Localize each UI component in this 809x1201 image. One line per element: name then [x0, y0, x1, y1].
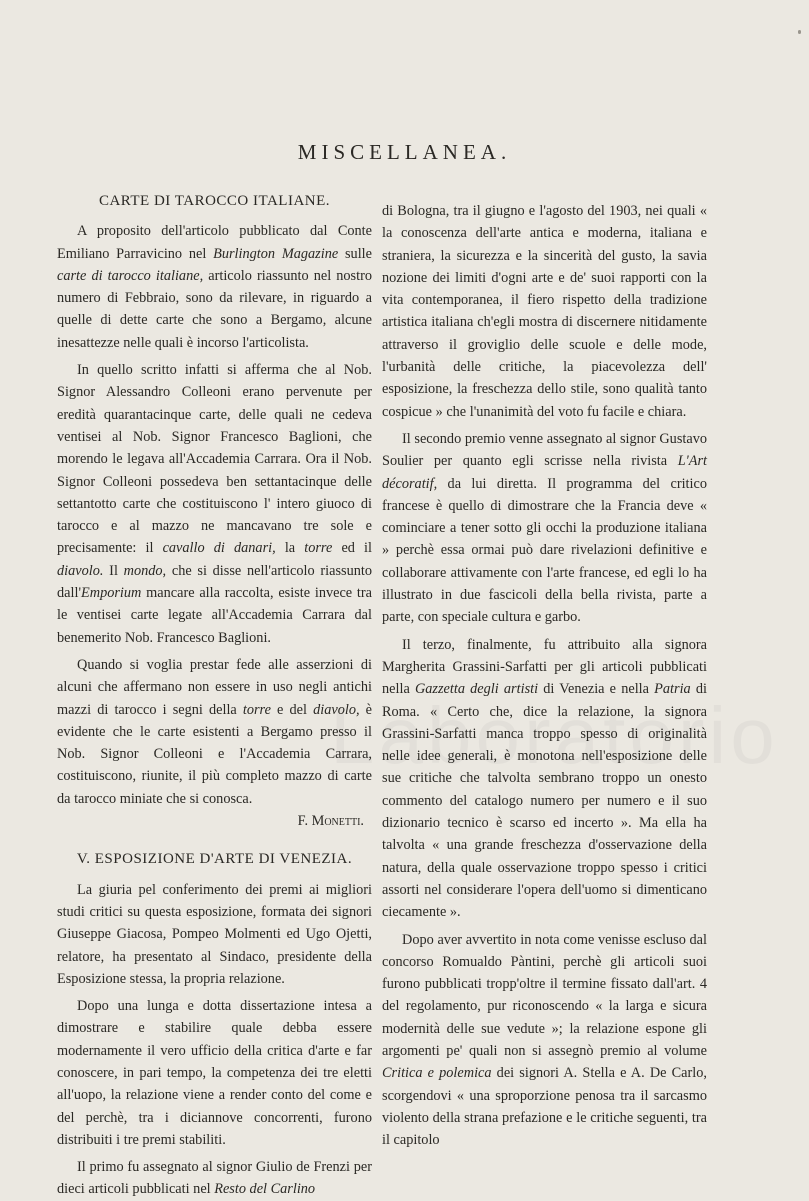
page-title: MISCELLANEA.	[297, 140, 512, 164]
paper-spot	[798, 30, 801, 34]
paragraph: Il primo fu assegnato al signor Giulio de Frenzi per dieci articoli pubblicati nel Resto del Carlino	[57, 1159, 372, 1198]
section-heading-esposizione: V. ESPOSIZIONE D'ARTE DI VENEZIA.	[76, 851, 353, 868]
paragraph: Dopo una lunga e dotta dissertazione intesa a dimostrare e stabilire quale debba essere modernamente il vero ufficio della critica d'arte e far conoscere, in pari tempo, la competenza dei tre eletti all'uopo, la relazione viene a render conto del come e del perchè, tra i diciannove concorrenti, furono distribuiti i tre premi stabiliti.	[57, 998, 372, 1148]
paragraph: Quando si voglia prestar fede alle asserzioni di alcuni che affermano non essere in uso negli antichi mazzi di tarocco i segni della torre e del diavolo, è evidente che le carte esistenti a Bergamo presso il Nob. Signor Colleoni e l'Accademia Carrara, costituiscono, riunite, il più completo mazzo di carte da tarocco miniate che si conosca.	[57, 656, 372, 807]
paragraph: A proposito dell'articolo pubblicato dal Conte Emiliano Parravicino nel Burlington Magazine sulle carte di tarocco italiane, articolo riassunto nel nostro numero di Febbraio, sono da rilevare, in riguardo a quelle di dette carte che sono a Bergamo, alcune inesattezze nelle quali è incorso l'articolista.	[57, 223, 372, 351]
section-heading-tarocco: CARTE DI TAROCCO ITALIANE.	[98, 193, 331, 209]
paragraph: Dopo aver avvertito in nota come venisse escluso dal concorso Romualdo Pàntini, perchè gli articoli suoi furono pubblicati tropp'oltre il termine fissato dall'art. 4 del regolamento, pur riconoscendo « la larga e sicura modernità delle sue vedute »; la relazione espone gli argomenti pe' quali non si assegnò premio al volume Critica e polemica dei signori A. Stella e A. De Carlo, scorgendovi « una sproporzione penosa tra il sarcasmo violento della strana prefazione e le critiche seguenti, tra il capitolo	[382, 931, 707, 1149]
paragraph: di Bologna, tra il giugno e l'agosto del 1903, nei quali « la conoscenza dell'arte antica e moderna, italiana e straniera, la sicurezza e la sincerità del gusto, la savia nozione dei limiti d'ogni arte e de' suoi rapporti con la vita contemporanea, il fiero rispetto della tradizione artistica italiana ch'egli mostra di discernere nitidamente attraverso il groviglio delle scuole e delle mode, l'urbanità delle critiche, la piacevolezza dell' esposizione, la freschezza dello stile, sono qualità tanto cospicue » che l'unanimità del voto fu facile e chiara.	[382, 203, 707, 420]
paragraph: La giuria pel conferimento dei premi ai migliori studi critici su questa esposizione, formata dei signori Giuseppe Giacosa, Pompeo Molmenti ed Ugo Ojetti, relatore, ha presentato al Sindaco, presidente della Esposizione stessa, la propria relazione.	[57, 881, 372, 987]
author-signature: F. Monetti.	[297, 813, 364, 830]
paragraph: Il terzo, finalmente, fu attribuito alla signora Margherita Grassini-Sarfatti per gli articoli pubblicati nella Gazzetta degli artisti di Venezia e nella Patria di Roma. « Certo che, dice la relazione, la signora Grassini-Sarfatti manca troppo spesso di originalità nelle idee generali, è monotona nell'esposizione delle sue critiche che talvolta sembrano troppo un onesto commento del catalogo numero per numero e il suo dizionario tecnico è scarso ed incerto ». Ma ella ha talvolta « una grande freschezza d'osservazione della natura, della quale osservazione troppo spesso i critici assorti nel considerare l'opera dell'uomo si dimenticano ciecamente ».	[382, 636, 707, 921]
paragraph: Il secondo premio venne assegnato al signor Gustavo Soulier per quanto egli scrisse nella rivista L'Art décoratif, da lui diretta. Il programma del critico francese è quello di dimostrare che la Francia deve « cominciare a tener sotto gli occhi la produzione italiana » perchè essa ormai può dare rivelazioni definitive e collaborare attivamente con l'arte francese, ed egli lo ha illustrato in due fascicoli della bella rivista, parte a parte, con speciale cultura e garbo.	[382, 430, 707, 626]
left-column	[57, 190, 372, 1201]
paragraph: In quello scritto infatti si afferma che al Nob. Signor Alessandro Colleoni erano pervenute per eredità quarantacinque carte, delle quali ne cedeva ventisei al Nob. Signor Francesco Baglioni, che morendo le legava all'Accademia Carrara. Ora il Nob. Signor Colleoni possedeva ben settantacinque delle settantotto carte che costituiscono l' intero giuoco di tarocco e al mazzo ne mancavano tre sole e precisamente: il cavallo di danari, la torre ed il diavolo. Il mondo, che si disse nell'articolo riassunto dall'Emporium mancare alla raccolta, esiste invece tra le ventisei carte legate all'Accademia Carrara dal benemerito Nob. Francesco Baglioni.	[57, 362, 372, 646]
right-column	[382, 200, 707, 1151]
